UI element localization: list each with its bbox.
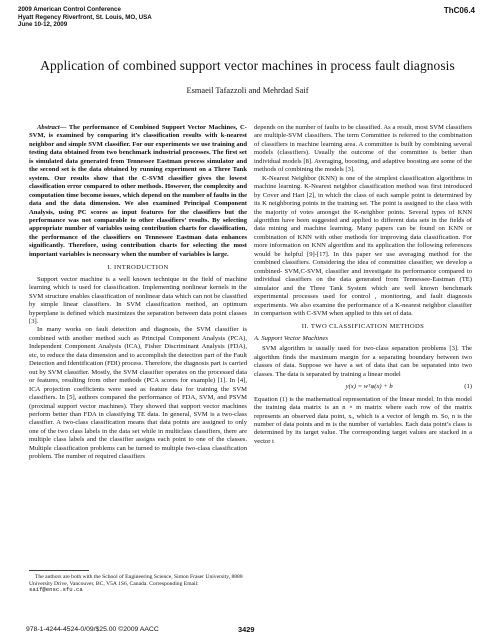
footer-isbn: 978-1-4244-4524-0/09/$25.00 ©2009 AACC	[26, 626, 159, 633]
intro-paragraph-3: depends on the number of faults to be classified. As a result, most SVM classifiers are multiple-SVM classifiers. The term Committee is referred to the combination of classifiers in machine learning area. A committee is built by combining several models (classifiers). Usually the outcome of the committee is better than individual models [8]. Averaging, boosting, and adaptive boosting are some of the methods of combining the models [3].	[254, 124, 472, 174]
equation-body: y(x) = wᵀφ(x) + b	[345, 383, 393, 391]
section-heading-introduction: I. INTRODUCTION	[107, 264, 169, 272]
intro-paragraph-4: K-Nearest Neighbor (KNN) is one of the simplest classification algorithms in machine learning. K-Nearest neighbor classification method was first introduced by Cover and Hart [2], in which the class of each sample point is determined by its K neighboring points in the training set. The point is assigned to the class with the majority of votes amongst the K-neighbor points. Several types of KNN algorithm have been suggested and applied to different data sets in the fields of data mining and machine learning. Many papers can be found on KNN or combination of KNN with other methods for improving data classification. For more information on KNN algorithm and its application the following references would be helpful [9]-[17]. In this paper we use averaging method for the combined classifiers. Considering the idea of committee classifier, we develop a combined- SVM,C-SVM, classifier and investigate its performance compared to individual classifiers on the data generated from Tennessee-Eastman (TE) simulator and the Three Tank System which are well known benchmark experimental processes used for control , monitoring, and fault diagnosis experiments. We also examine the performance of a K-nearest neighbor classifier in comparison with C-SVM when applied to this set of data.	[254, 174, 472, 317]
abstract	[29, 124, 247, 259]
svm-paragraph-2: Equation (1) is the mathematical representation of the linear model. In this model the training data matrix is an n × m matrix where each row of the matrix represents an observed data point, xᵢ, which is a vector of length m. So, n is the number of data points and m is the number of variables. Each data point’s class is determined by its target value. The corresponding target values are stacked in a vector t	[254, 395, 472, 445]
conference-dates: June 10-12, 2009	[18, 21, 68, 29]
abstract-label: Abstract	[37, 124, 60, 131]
conference-name: 2009 American Control Conference	[18, 6, 121, 13]
author-footnote	[29, 574, 247, 594]
abstract-text: — The performance of Combined Support Vector Machines, C-SVM, is examined by comparing it’s classification results with k-nearest neighbor and simple SVM classifier. For our experiments we use training and testing data obtained from two benchmark industrial processes. The first set is simulated data generated from Tennessee Eastman process simulator and the second set is the data obtained by running experiment on a Three Tank system. Our results show that the C-SVM classifier gives the lowest classification error compared to other methods. However, the complexity and computation time become issues, which depend on the number of faults in the data and the data dimension. We also examined Principal Component Analysis, using PC scores as input features for the classifiers but the performance was not comparable to other classifiers’ results. By selecting appropriate number of variables using contribution charts for classification, the performance of the classifiers on Tennessee Eastman data enhances significantly. Therefore, using contribution charts for selecting the most important variables is necessary when the number of variables is large.	[29, 124, 247, 258]
footer-page-number: 3429	[238, 625, 255, 634]
left-column	[29, 124, 247, 569]
svm-paragraph-1: SVM algorithm is usually used for two-class separation problems [3]. The algorithm finds the maximum margin for a separating boundary between two classes of data. Suppose we have a set of data that can be separated into two classes. The data is separated by training a linear model	[254, 345, 472, 378]
equation-1	[254, 383, 472, 391]
subsection-heading-svm: A. Support Vector Machines	[254, 334, 328, 342]
right-column	[254, 124, 472, 614]
footnote-text: The authors are both with the School of Engineering Science, Simon Fraser University, 8888 University Drive, Vancouver, BC, V5A 1S6, Canada. Corresponding Email:	[29, 574, 243, 587]
section-heading-classification-methods: II. TWO CLASSIFICATION METHODS	[301, 323, 425, 331]
footnote-rule	[29, 570, 89, 571]
paper-id: ThC06.4	[443, 6, 475, 15]
conference-venue: Hyatt Regency Riverfront, St. Louis, MO, USA	[18, 13, 152, 21]
intro-paragraph-2: In many works on fault detection and diagnosis, the SVM classifier is combined with another method such as Principal Component Analysis (PCA), Independent Component Analysis (ICA), Fisher Discriminant Analysis (FDA), etc, to reduce the data dimension and to accomplish the detection part of the Fault Detection and Identification (FDI) process. Therefore, the diagnosis part is carried out by SVM classifier. Mostly, the SVM classifier operates on the processed data or features, resulting from other methods (PCA scores for example) [1]. In [4], ICA projection coefficients were used as feature data for training the SVM classifiers. In [5], authors compared the performance of FDA, SVM, and PSVM (proximal support vector machines). They showed that support vector machines perform better than FDA in classifying TE data. In general, SVM is a two-class classifier. A two-class classification means that data points are assigned to only one of the two class labels in the data set while in multiclass classifiers, there are multiple class labels and the classifier assigns each point to one of the classes. Multiple classification problems can be turned to multiple two-class classification problem. The number of required classifiers	[29, 326, 247, 461]
equation-spacer	[254, 383, 274, 391]
intro-paragraph-1: Support vector machine is a well known technique in the field of machine learning which is used for classification. Implementing nonlinear kernels in the SVM structure enables classification of nonlinear data which can not be classified by simple linear classifiers. In SVM classification method, an optimum hyperplane is defined which maximizes the separation between data point classes [3].	[29, 275, 247, 325]
paper-authors: Esmaeil Tafazzoli and Mehrdad Saif	[186, 86, 309, 95]
equation-number: (1)	[464, 383, 472, 391]
conference-header	[18, 6, 152, 29]
paper-title: Application of combined support vector machines in process fault diagnosis	[40, 58, 455, 73]
footnote-email[interactable]: saif@ensc.sfu.ca	[29, 586, 83, 594]
